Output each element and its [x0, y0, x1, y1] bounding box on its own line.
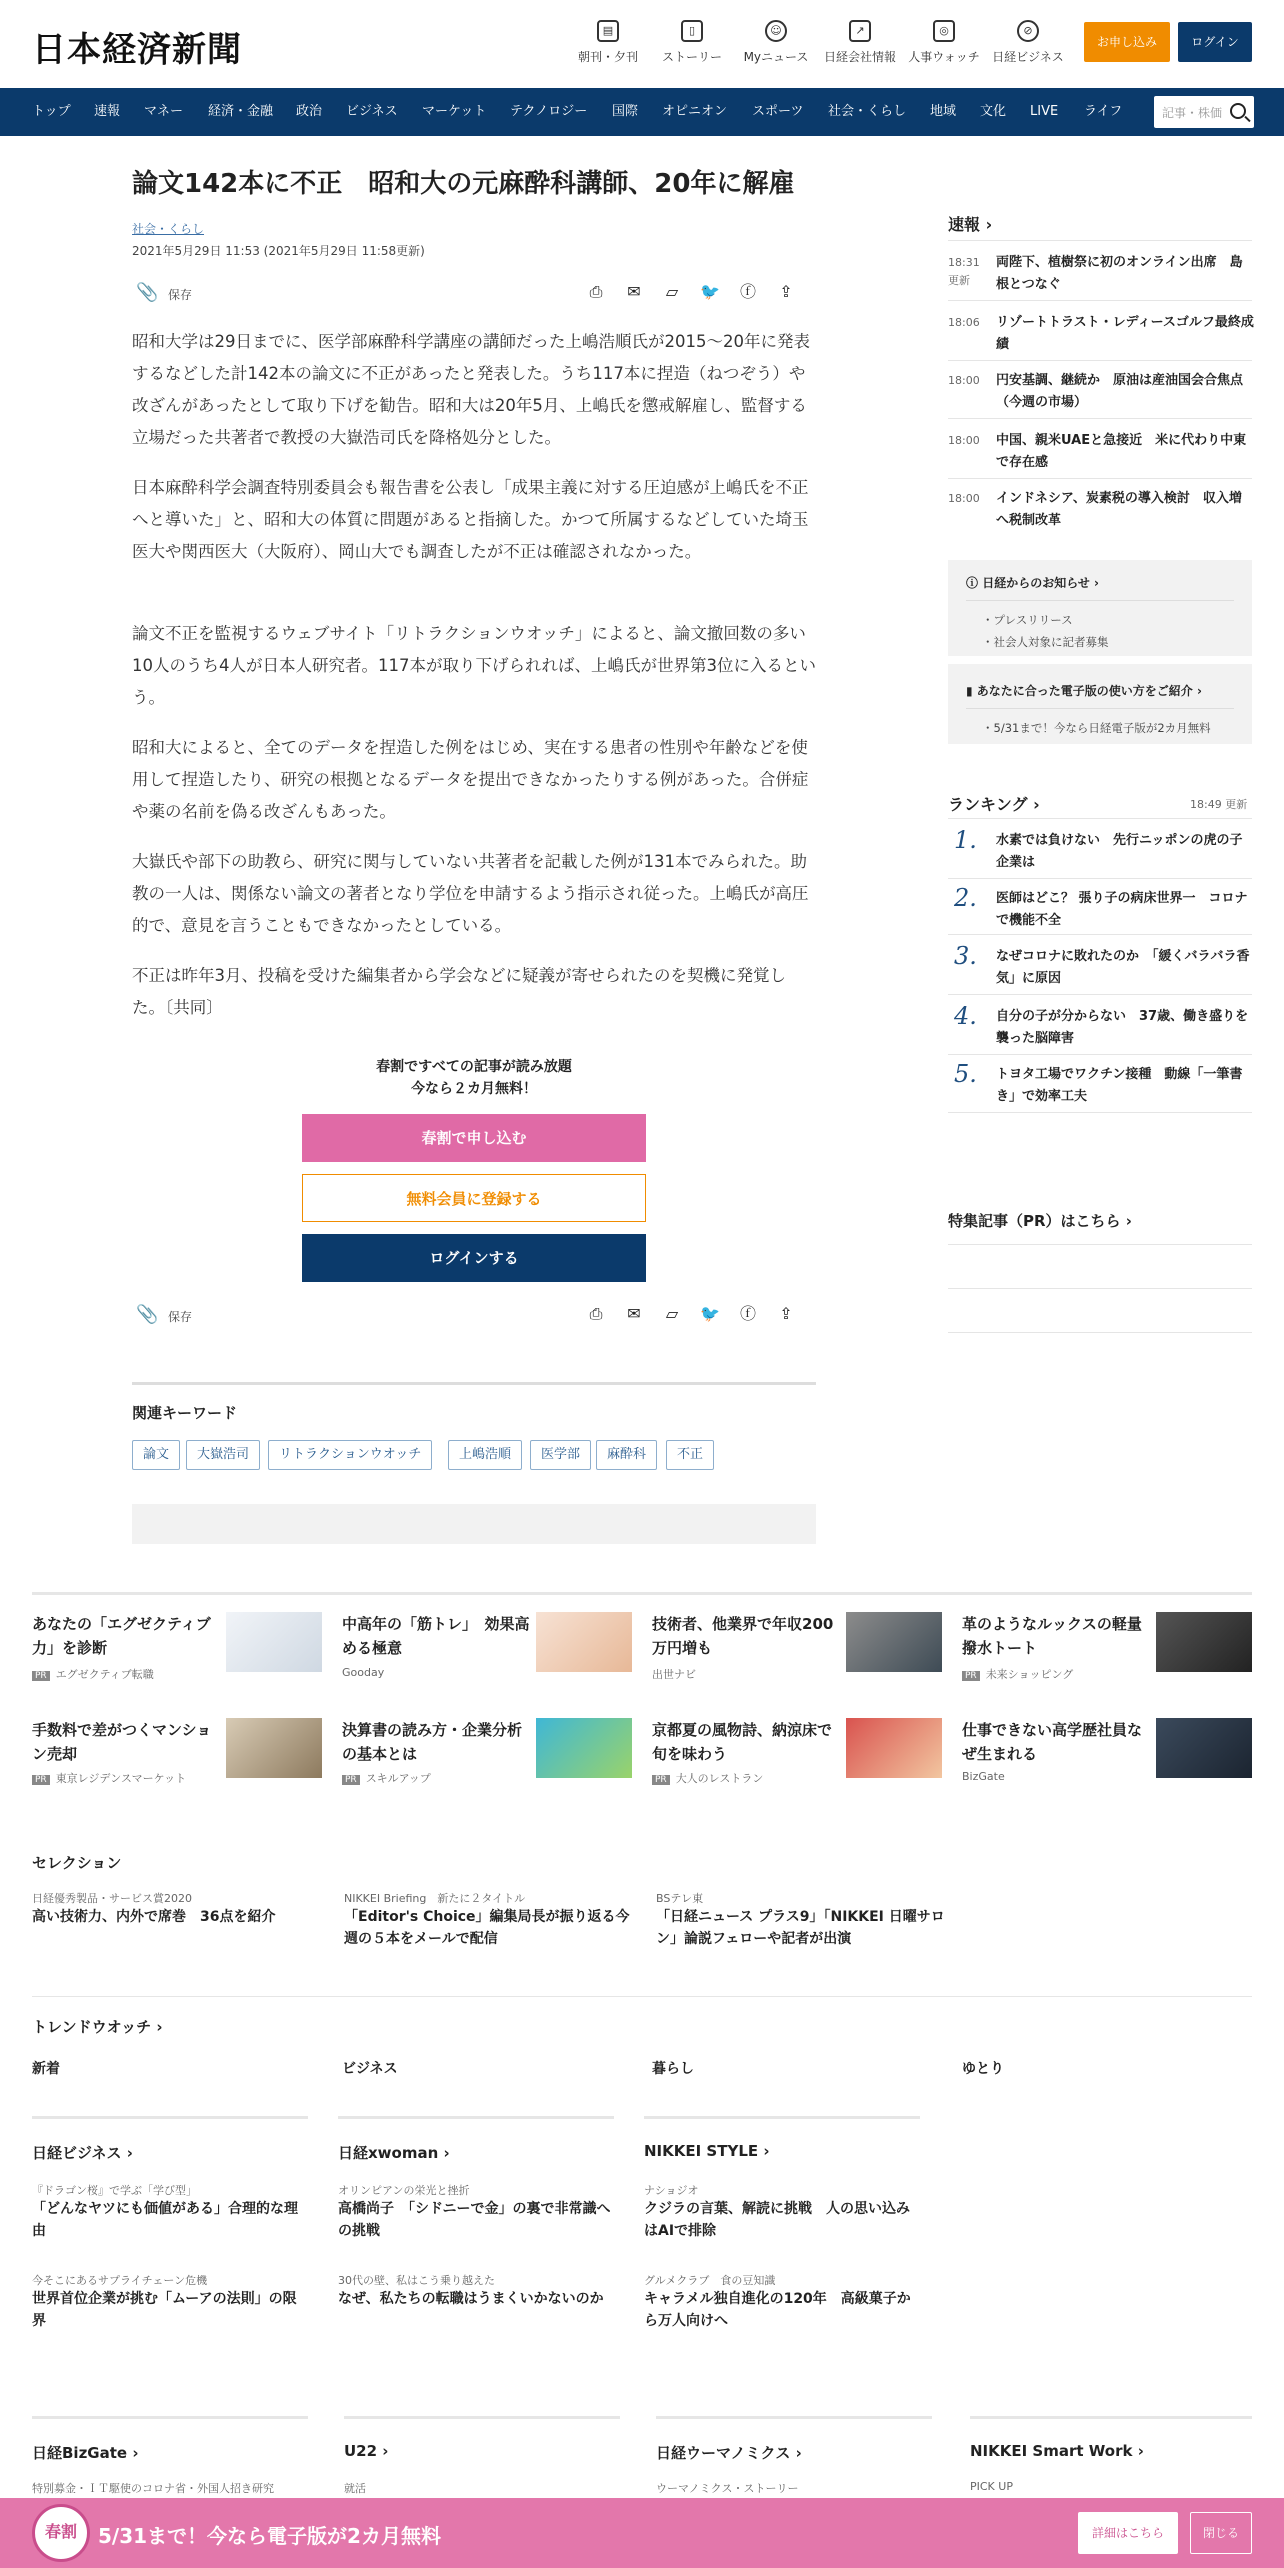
brand-item-sub: PICK UP [970, 2480, 1013, 2493]
ranking-item[interactable]: 医師はどこ？ 張り子の病床世界一 コロナで機能不全 [996, 891, 1248, 928]
breaking-news-item[interactable]: リゾートトラスト・レディースゴルフ最終成績 [996, 315, 1254, 352]
banner-text: 5/31まで！今なら電子版が2カ月無料 [98, 2524, 441, 2548]
keyword-tag[interactable]: 上嶋浩順 [448, 1440, 522, 1470]
divider [656, 2416, 932, 2419]
promo-title[interactable]: 仕事できない高学歴社員なぜ生まれる [962, 1721, 1143, 1763]
promo-source: PR 東京レジデンスマーケット [32, 1770, 186, 1786]
chevron-right-icon: › [1033, 795, 1040, 814]
header-link-paper[interactable]: ▤ 朝刊・夕刊 [566, 20, 650, 65]
print-icon[interactable]: ⎙ [589, 1304, 603, 1323]
search-icon: ◎ [933, 20, 955, 42]
article-toolbar-top [132, 278, 816, 308]
banner-detail-button[interactable]: 詳細はこちら [1078, 2512, 1178, 2554]
divider [948, 1332, 1252, 1333]
nikkei-logo[interactable]: 日本経済新聞 [32, 30, 242, 70]
brand-item-sub: オリンピアンの栄光と挫折 [338, 2184, 470, 2197]
divider [948, 360, 1252, 361]
info-icon: ⓘ [966, 576, 979, 590]
promo-title[interactable]: 手数料で差がつくマンション売却 [32, 1721, 212, 1763]
nikkei-info-box [948, 560, 1252, 656]
nav-item-business[interactable]: ビジネス [346, 104, 398, 119]
nav-item-sports[interactable]: スポーツ [752, 104, 804, 119]
nav-item-world[interactable]: 国際 [612, 104, 639, 119]
book-icon: ▮ [966, 684, 973, 698]
brand-title[interactable]: 日経BizGate › [32, 2444, 139, 2462]
news-time: 18:06 [948, 316, 980, 329]
brand-item[interactable]: 「どんなヤツにも価値がある」合理的な理由 [32, 2201, 298, 2239]
trend-category[interactable]: ビジネス [342, 2061, 398, 2077]
nav-item-politics[interactable]: 政治 [296, 104, 323, 119]
divider [948, 878, 1252, 879]
nav-item-society[interactable]: 社会・くらし [828, 104, 907, 119]
article-title: 論文142本に不正 昭和大の元麻酔科講師、20年に解雇 [132, 169, 795, 199]
share-icon[interactable]: ⇪ [779, 282, 793, 301]
save-label[interactable]: 保存 [168, 288, 193, 302]
ranking-item[interactable]: なぜコロナに敗れたのか 「緩くバラバラ香気」に原因 [996, 949, 1250, 986]
news-time: 18:00 [948, 492, 980, 505]
paperclip-icon[interactable]: 📎 [136, 282, 159, 303]
divider [948, 818, 1252, 819]
user-icon: ☺ [765, 20, 787, 42]
divider [948, 300, 1252, 301]
news-time: 18:00 [948, 434, 980, 447]
selection-title: セレクション [32, 1854, 122, 1872]
trend-category[interactable]: 新着 [32, 2061, 60, 2077]
login-button[interactable]: ログイン [1178, 22, 1252, 62]
spring-campaign-banner[interactable] [0, 2498, 1284, 2568]
brand-title[interactable]: NIKKEI Smart Work › [970, 2442, 1144, 2460]
divider [338, 2116, 614, 2119]
divider [132, 1382, 816, 1385]
selection-sub: NIKKEI Briefing 新たに２タイトル [344, 1892, 526, 1905]
nav-item-life[interactable]: ライフ [1084, 104, 1123, 119]
divider [344, 2416, 620, 2419]
selection-item[interactable]: 「Editor's Choice」編集局長が振り返る今週の５本をメールで配信 [344, 1909, 630, 1947]
divider [948, 1288, 1252, 1289]
brand-item-sub: 就活 [344, 2482, 366, 2495]
promo-title[interactable]: あなたの「エグゼクティブ力」を診断 [32, 1615, 211, 1657]
promo-source: PR 未来ショッピング [962, 1666, 1073, 1682]
divider [966, 600, 1234, 601]
brand-item-sub: グルメクラブ 食の豆知識 [644, 2274, 776, 2287]
free-register-button[interactable]: 無料会員に登録する [302, 1174, 646, 1222]
breaking-news-item[interactable]: 両陛下、植樹祭に初のオンライン出席 島根とつなぐ [996, 255, 1243, 292]
promo-title[interactable]: 決算書の読み方・企業分析の基本とは [342, 1721, 523, 1763]
site-header [0, 0, 1284, 88]
ranking-number: 2. [954, 884, 977, 912]
ranking-item[interactable]: トヨタ工場でワクチン接種 動線「一筆書き」で効率工夫 [996, 1067, 1243, 1104]
paywall-subline: 今なら２カ月無料！ [411, 1081, 537, 1097]
brand-item-sub: ウーマノミクス・ストーリー [656, 2482, 799, 2495]
promo-title[interactable]: 技術者、他業界で年収200万円増も [652, 1615, 834, 1657]
promo-image[interactable] [536, 1718, 632, 1778]
mail-icon[interactable]: ✉ [627, 1304, 641, 1323]
keyword-tag[interactable]: 大嶽浩司 [186, 1440, 260, 1470]
article-toolbar-bottom [132, 1300, 816, 1330]
nav-item-culture[interactable]: 文化 [980, 104, 1007, 119]
trend-category[interactable]: 暮らし [652, 2061, 694, 2077]
pr-badge: PR [32, 1671, 50, 1681]
article-paragraph: 昭和大学は29日までに、医学部麻酔科学講座の講師だった上嶋浩順氏が2015～20年に発表するなどした計142本の論文に不正があったと発表した。うち117本に捏造（ねつぞう）や改ざんがあったとして取り下げを勧告。昭和大は20年5月、上嶋氏を懲戒解雇し、監督する立場だった共著者で教授の大嶽浩司氏を降格処分とした。 [132, 332, 810, 447]
nav-item-opinion[interactable]: オピニオン [662, 104, 728, 119]
keywords-title: 関連キーワード [132, 1404, 238, 1422]
brand-item[interactable]: なぜ、私たちの転職はうまくいかないのか [338, 2291, 604, 2307]
nav-item-money[interactable]: マネー [144, 104, 184, 119]
paywall [302, 1056, 646, 1282]
breaking-news-title[interactable]: 速報 › [948, 215, 993, 234]
divider [970, 2416, 1252, 2419]
divider [948, 418, 1252, 419]
divider [644, 2116, 920, 2119]
promo-source: 出世ナビ [652, 1668, 696, 1681]
spring-subscribe-button[interactable]: 春割で申し込む [302, 1114, 646, 1162]
save-label[interactable]: 保存 [168, 1310, 193, 1324]
facebook-icon[interactable]: ⓕ [739, 282, 756, 301]
brand-title[interactable]: 日経ウーマノミクス › [656, 2444, 802, 2462]
brand-title[interactable]: U22 › [344, 2442, 389, 2460]
ranking-item[interactable]: 自分の子が分からない 37歳、働き盛りを襲った脳障害 [996, 1009, 1249, 1046]
promo-source: PR エグゼクティブ転職 [32, 1666, 154, 1682]
guide-box [948, 664, 1252, 744]
promo-image[interactable] [1156, 1612, 1252, 1672]
ranking-title[interactable]: ランキング › [948, 795, 1040, 814]
divider [32, 2416, 308, 2419]
promo-source: BizGate [962, 1770, 1005, 1783]
banner-close-button[interactable]: 閉じる [1190, 2512, 1252, 2554]
promo-image[interactable] [846, 1718, 942, 1778]
pr-badge: PR [652, 1775, 670, 1785]
twitter-icon[interactable]: 🐦 [700, 282, 720, 301]
paywall-headline: 春割ですべての記事が読み放題 [376, 1059, 572, 1075]
print-icon[interactable]: ⎙ [589, 282, 603, 301]
promo-image[interactable] [226, 1718, 322, 1778]
guide-title[interactable]: ▮ あなたに合った電子版の使い方をご紹介 › [966, 684, 1202, 698]
brand-item-sub: 『ドラゴン桜』で学ぶ「学び型」 [32, 2184, 197, 2197]
selection-item[interactable]: 高い技術力、内外で席巻 36点を紹介 [32, 1909, 276, 1925]
promo-image[interactable] [1156, 1718, 1252, 1778]
header-link-company[interactable]: ↗ 日経会社情報 [818, 20, 902, 65]
mail-icon[interactable]: ✉ [627, 282, 641, 301]
ranking-item[interactable]: 水素では負けない 先行ニッポンの虎の子企業は [996, 833, 1243, 870]
brand-item[interactable]: クジラの言葉、解読に挑戦 人の思い込みはAIで排除 [644, 2201, 910, 2239]
promo-image[interactable] [226, 1612, 322, 1672]
compass-icon: ⊘ [1017, 20, 1039, 42]
ranking-number: 3. [954, 942, 977, 970]
article-paragraph: 昭和大によると、全てのデータを捏造した例をはじめ、実在する患者の性別や年齢などを使用して捏造したり、研究の根拠となるデータを提出できなかったりする例があった。合併症や薬の名前を偽る改ざんもあった。 [132, 738, 809, 821]
article-paragraph: 日本麻酔科学会調査特別委員会も報告書を公表し「成果主義に対する圧迫感が上嶋氏を不正へと導いた」と、昭和大の体質に問題があると指摘した。かつて所属するなどしていた埼玉医大や関西医大（大阪府）、岡山大でも調査したが不正は確認されなかった。 [132, 478, 809, 561]
brand-item-sub: 特別募金・ＩＴ駆使のコロナ省・外国人招き研究 [32, 2482, 274, 2495]
nav-item-breaking[interactable]: 速報 [94, 104, 121, 119]
article-date: 2021年5月29日 11:53 (2021年5月29日 11:58更新) [132, 244, 425, 258]
promo-image[interactable] [846, 1612, 942, 1672]
subscribe-button[interactable]: お申し込み [1084, 22, 1170, 62]
divider [948, 240, 1252, 241]
article-category-link[interactable]: 社会・くらし [132, 222, 205, 236]
paywall-login-button[interactable]: ログインする [302, 1234, 646, 1282]
divider [948, 934, 1252, 935]
article-paragraph: 不正は昨年3月、投稿を受けた編集者から学会などに疑義が寄せられたのを契機に発覚した。〔共同〕 [132, 966, 786, 1017]
divider [948, 478, 1252, 479]
ranking-number: 1. [954, 826, 977, 854]
trend-watch-title[interactable]: トレンドウオッチ › [32, 2018, 163, 2036]
brand-item-sub: 今そこにあるサプライチェーン危機 [32, 2274, 208, 2287]
promo-source: PR スキルアップ [342, 1770, 431, 1786]
promo-title[interactable]: 京都夏の風物詩、納涼床で旬を味わう [652, 1721, 833, 1763]
search-icon[interactable] [1230, 103, 1246, 119]
story-icon: ▯ [681, 20, 703, 42]
selection-sub: 日経優秀製品・サービス賞2020 [32, 1892, 192, 1905]
facebook-icon[interactable]: ⓕ [739, 1304, 756, 1323]
nav-item-region[interactable]: 地域 [930, 104, 957, 119]
nav-item-economy[interactable]: 経済・金融 [208, 104, 274, 119]
news-time: 18:00 [948, 374, 980, 387]
selection-item[interactable]: 「日経ニュース プラス9」「NIKKEI 日曜サロン」論説フェローや記者が出演 [656, 1909, 945, 1947]
breaking-news-item[interactable]: インドネシア、炭素税の導入検討 収入増へ税制改革 [996, 491, 1242, 528]
nav-item-market[interactable]: マーケット [422, 104, 487, 119]
header-link-business[interactable]: ⊘ 日経ビジネス [986, 20, 1070, 65]
pr-badge: PR [32, 1775, 50, 1785]
breaking-news-item[interactable]: 円安基調、継続か 原油は産油国会合焦点（今週の市場） [996, 373, 1244, 410]
trend-category[interactable]: ゆとり [962, 2061, 1004, 2077]
brand-title[interactable]: NIKKEI STYLE › [644, 2142, 770, 2160]
pr-badge: PR [962, 1671, 980, 1681]
twitter-icon[interactable]: 🐦 [700, 1304, 720, 1323]
brand-title[interactable]: 日経ビジネス › [32, 2144, 133, 2162]
info-item[interactable]: ・プレスリリース [982, 613, 1073, 627]
note-icon[interactable]: ▱ [665, 282, 679, 301]
keyword-tag[interactable]: 不正 [666, 1440, 714, 1470]
promo-title[interactable]: 中高年の「筋トレ」 効果高める極意 [342, 1615, 530, 1657]
nav-item-top[interactable]: トップ [32, 104, 71, 119]
promo-source: PR 大人のレストラン [652, 1770, 763, 1786]
header-link-mynews[interactable]: ☺ Myニュース [734, 20, 818, 65]
nav-item-technology[interactable]: テクノロジー [510, 104, 588, 119]
nav-item-live[interactable]: LIVE [1030, 104, 1059, 119]
divider [948, 994, 1252, 995]
brand-item[interactable]: キャラメル独自進化の120年 高級菓子から万人向けへ [644, 2291, 911, 2329]
promo-source: Gooday [342, 1666, 385, 1679]
divider [966, 708, 1234, 709]
keyword-tag[interactable]: 医学部 [530, 1440, 591, 1470]
brand-item-sub: ナショジオ [644, 2184, 699, 2197]
header-link-story[interactable]: ▯ ストーリー [650, 20, 734, 65]
brand-title[interactable]: 日経xwoman › [338, 2144, 450, 2162]
chevron-right-icon: › [1125, 1212, 1132, 1230]
pr-badge: PR [342, 1775, 360, 1785]
keyword-tag[interactable]: 論文 [132, 1440, 180, 1470]
divider [32, 2116, 308, 2119]
divider [948, 1244, 1252, 1245]
note-icon[interactable]: ▱ [665, 1304, 679, 1323]
chart-icon: ↗ [849, 20, 871, 42]
spring-badge: 春割 [32, 2504, 90, 2562]
article-paragraph: 論文不正を監視するウェブサイト「リトラクションウオッチ」によると、論文撤回数の多い10人のうち4人が日本人研究者。117本が取り下げられれば、上嶋氏が世界第3位に入るという。 [132, 624, 816, 707]
divider [32, 1996, 1252, 1997]
guide-item[interactable]: ・5/31まで！今なら日経電子版が2カ月無料 [982, 721, 1211, 735]
special-pr-title[interactable]: 特集記事（PR）はこちら › [948, 1212, 1132, 1230]
newspaper-icon: ▤ [597, 20, 619, 42]
info-title[interactable]: ⓘ 日経からのお知らせ › [966, 576, 1099, 590]
brand-item-sub: 30代の壁、私はこう乗り越えた [338, 2274, 495, 2287]
ranking-number: 5. [954, 1060, 977, 1088]
main-nav [0, 88, 1284, 136]
news-time: 18:31 更新 [948, 256, 980, 287]
search-input[interactable]: 記事・株価 [1154, 96, 1254, 128]
promo-title[interactable]: 革のようなルックスの軽量撥水トート [962, 1615, 1142, 1657]
divider [948, 1112, 1252, 1113]
ranking-updated: 18:49 更新 [1190, 798, 1248, 811]
promo-image[interactable] [536, 1612, 632, 1672]
header-link-jinji[interactable]: ◎ 人事ウォッチ [902, 20, 986, 65]
divider [32, 1592, 1252, 1595]
article-paragraph: 大嶽氏や部下の助教ら、研究に関与していない共著者を記載した例が131本でみられた。助教の一人は、関係ない論文の著者となり学位を申請するよう指示され従った。上嶋氏が高圧的で、意見を言うこともできなかったとしている。 [132, 852, 809, 935]
share-icon[interactable]: ⇪ [779, 1304, 793, 1323]
ranking-number: 4. [954, 1002, 977, 1030]
keyword-tag[interactable]: リトラクションウオッチ [268, 1440, 432, 1470]
chevron-right-icon: › [985, 215, 993, 234]
ad-placeholder [132, 1504, 816, 1544]
divider [948, 1054, 1252, 1055]
brand-item[interactable]: 高橋尚子 「シドニーで金」の裏で非常識への挑戦 [338, 2201, 611, 2239]
brand-item[interactable]: 世界首位企業が挑む「ムーアの法則」の限界 [32, 2291, 297, 2329]
info-item[interactable]: ・社会人対象に記者募集 [982, 635, 1109, 649]
paperclip-icon[interactable]: 📎 [136, 1304, 159, 1325]
breaking-news-item[interactable]: 中国、親米UAEと急接近 米に代わり中東で存在感 [996, 433, 1247, 470]
keyword-tag[interactable]: 麻酔科 [596, 1440, 657, 1470]
selection-sub: BSテレ東 [656, 1892, 704, 1905]
